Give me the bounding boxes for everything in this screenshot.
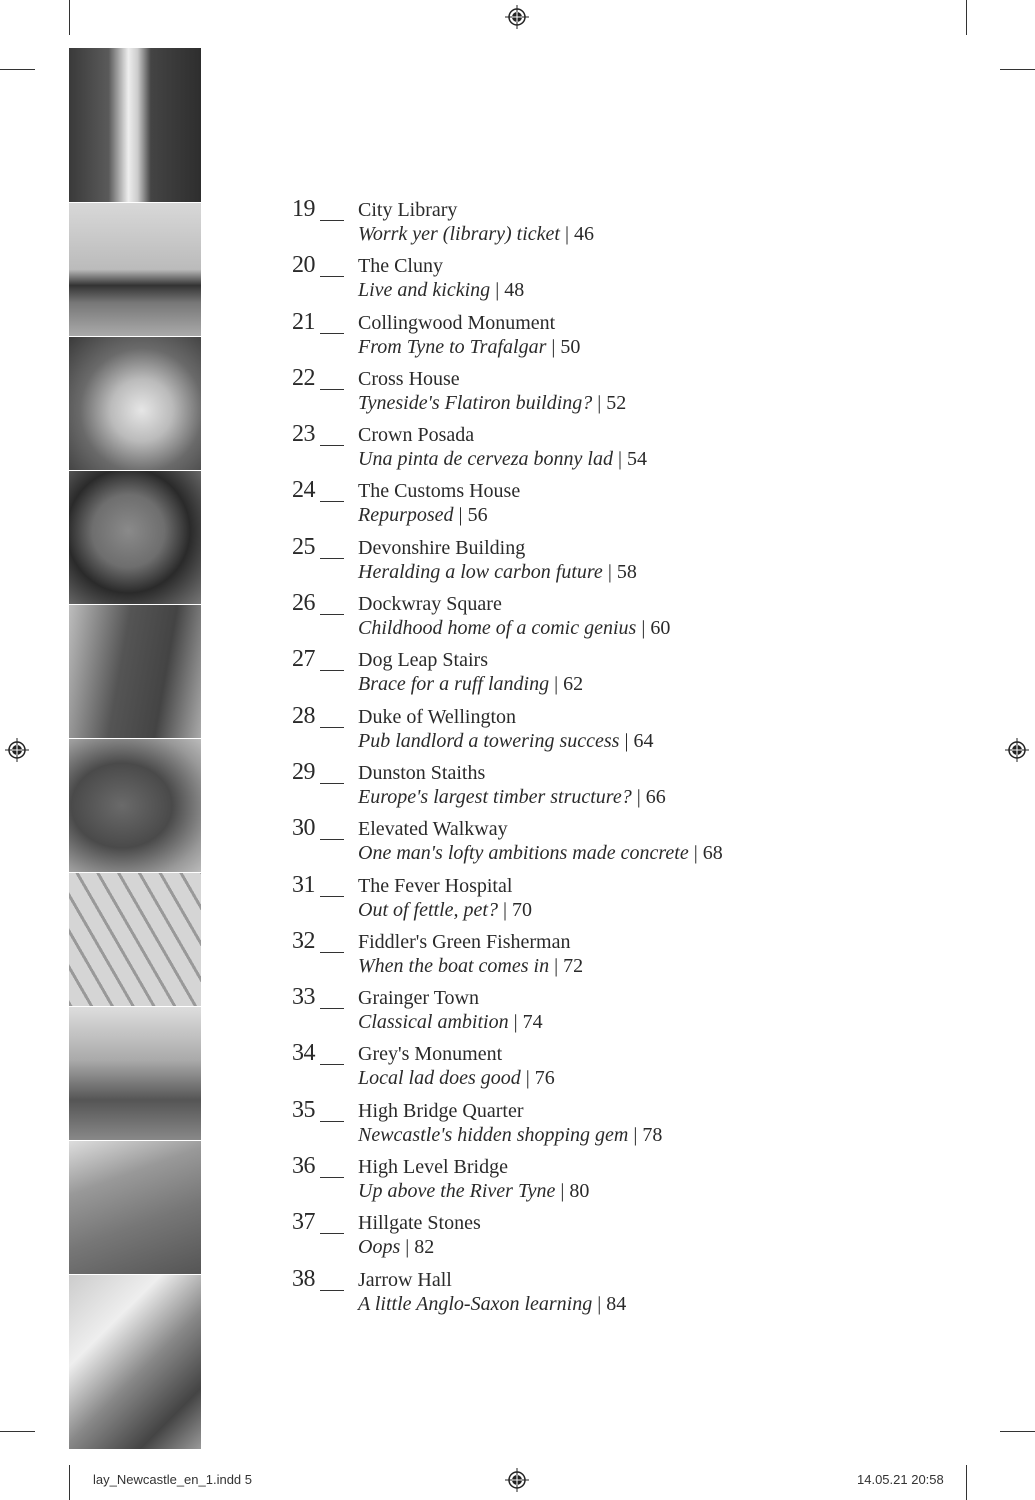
entry-subtitle: Classical ambition bbox=[358, 1011, 509, 1034]
entry-subtitle-line: Live and kicking | 48 bbox=[358, 279, 525, 302]
entry-number: 21 bbox=[292, 308, 315, 335]
entry-title: Grey's Monument bbox=[358, 1043, 503, 1066]
entry-subtitle-line: Repurposed | 56 bbox=[358, 504, 488, 527]
entry-title: The Fever Hospital bbox=[358, 874, 513, 897]
entry-title: Jarrow Hall bbox=[358, 1268, 452, 1291]
entry-subtitle: Childhood home of a comic genius bbox=[358, 617, 637, 640]
entry-subtitle: Local lad does good bbox=[358, 1067, 521, 1090]
entry-number: 32 bbox=[292, 927, 315, 954]
entry-title: The Cluny bbox=[358, 255, 443, 278]
entry-number: 25 bbox=[292, 533, 315, 560]
entry-subtitle: A little Anglo-Saxon learning bbox=[358, 1292, 593, 1315]
registration-mark-icon bbox=[505, 5, 529, 29]
leader-rule bbox=[320, 389, 344, 390]
crop-mark bbox=[69, 0, 70, 35]
entry-subtitle-line: Brace for a ruff landing | 62 bbox=[358, 673, 584, 696]
entry-subtitle: Heralding a low carbon future bbox=[358, 560, 603, 583]
entry-number: 28 bbox=[292, 702, 315, 729]
entry-subtitle-line: Classical ambition | 74 bbox=[358, 1011, 543, 1034]
leader-rule bbox=[320, 727, 344, 728]
entry-subtitle-line: Una pinta de cerveza bonny lad | 54 bbox=[358, 448, 647, 471]
entry-subtitle: From Tyne to Trafalgar bbox=[358, 335, 547, 358]
entry-subtitle: Una pinta de cerveza bonny lad bbox=[358, 448, 613, 471]
entry-number: 38 bbox=[292, 1265, 315, 1292]
entry-subtitle: Live and kicking bbox=[358, 279, 491, 302]
crop-mark bbox=[69, 1465, 70, 1500]
entry-subtitle-line: One man's lofty ambitions made concrete | 68 bbox=[358, 842, 723, 865]
entry-subtitle-line: Europe's largest timber structure? | 66 bbox=[358, 785, 666, 808]
entry-page: 52 bbox=[606, 391, 627, 414]
entry-subtitle: Newcastle's hidden shopping gem bbox=[358, 1123, 629, 1146]
entry-page: 50 bbox=[560, 335, 581, 358]
entry-page: 46 bbox=[574, 223, 594, 245]
photo-fisherman-statue bbox=[69, 1007, 201, 1141]
entry-subtitle-line: Up above the River Tyne | 80 bbox=[358, 1180, 590, 1203]
photo-georgian-building bbox=[69, 1141, 201, 1275]
entry-page: 82 bbox=[414, 1236, 435, 1259]
crop-mark bbox=[0, 69, 35, 70]
entry-page: 62 bbox=[563, 673, 584, 696]
entry-number: 24 bbox=[292, 477, 315, 504]
entry-subtitle: Europe's largest timber structure? bbox=[358, 785, 632, 808]
leader-rule bbox=[320, 276, 344, 277]
leader-rule bbox=[320, 558, 344, 559]
entry-subtitle: Repurposed bbox=[358, 504, 454, 527]
entry-page: 56 bbox=[467, 504, 488, 527]
registration-mark-icon bbox=[5, 738, 29, 762]
entry-subtitle-line: From Tyne to Trafalgar | 50 bbox=[358, 335, 581, 358]
entry-subtitle: Brace for a ruff landing bbox=[358, 673, 550, 696]
entry-page: 74 bbox=[522, 1011, 543, 1034]
entry-title: Devonshire Building bbox=[358, 536, 526, 559]
entry-page: 70 bbox=[512, 898, 532, 921]
entry-subtitle-line: Oops | 82 bbox=[358, 1236, 435, 1259]
entry-subtitle: Worrk yer (library) ticket bbox=[358, 223, 560, 245]
entry-number: 31 bbox=[292, 871, 315, 898]
crop-mark bbox=[966, 0, 967, 35]
entry-subtitle: Pub landlord a towering success bbox=[358, 729, 620, 752]
entry-number: 20 bbox=[292, 252, 315, 279]
entry-number: 33 bbox=[292, 984, 315, 1011]
leader-rule bbox=[320, 1177, 344, 1178]
crop-mark bbox=[966, 1465, 967, 1500]
registration-mark-icon bbox=[505, 1468, 529, 1492]
entry-title: Elevated Walkway bbox=[358, 818, 508, 841]
footer-filename: lay_Newcastle_en_1.indd 5 bbox=[93, 1472, 252, 1487]
leader-rule bbox=[320, 1233, 344, 1234]
entry-subtitle: Out of fettle, pet? bbox=[358, 898, 498, 921]
entry-page: 58 bbox=[616, 560, 637, 583]
entry-page: 76 bbox=[534, 1067, 555, 1090]
entry-subtitle: One man's lofty ambitions made concrete bbox=[358, 842, 689, 865]
photo-waterfall bbox=[69, 48, 201, 203]
leader-rule bbox=[320, 952, 344, 953]
entry-title: Dunston Staiths bbox=[358, 761, 486, 784]
entry-number: 37 bbox=[292, 1209, 315, 1236]
entry-number: 27 bbox=[292, 646, 315, 673]
photo-millennium-bridge bbox=[69, 203, 201, 337]
entry-page: 54 bbox=[626, 448, 647, 471]
entry-subtitle-line: Out of fettle, pet? | 70 bbox=[358, 898, 532, 921]
crop-mark bbox=[1000, 1431, 1035, 1432]
crop-mark bbox=[1000, 69, 1035, 70]
entry-page: 68 bbox=[702, 842, 723, 865]
entry-title: Fiddler's Green Fisherman bbox=[358, 930, 571, 953]
entry-number: 34 bbox=[292, 1040, 315, 1067]
leader-rule bbox=[320, 1290, 344, 1291]
entry-number: 35 bbox=[292, 1096, 315, 1123]
entry-subtitle-line: A little Anglo-Saxon learning | 84 bbox=[358, 1292, 627, 1315]
entry-page: 80 bbox=[569, 1180, 590, 1203]
entry-page: 48 bbox=[504, 279, 525, 302]
photo-gravestone bbox=[69, 471, 201, 605]
entry-title: Hillgate Stones bbox=[358, 1212, 481, 1235]
entry-page: 84 bbox=[606, 1292, 627, 1315]
photo-modern-building bbox=[69, 1275, 201, 1450]
entry-number: 23 bbox=[292, 421, 315, 448]
entry-subtitle-line: Local lad does good | 76 bbox=[358, 1067, 555, 1090]
photo-cow bbox=[69, 739, 201, 873]
entry-subtitle-line: Heralding a low carbon future | 58 bbox=[358, 560, 637, 583]
leader-rule bbox=[320, 333, 344, 334]
entry-title: Cross House bbox=[358, 367, 460, 390]
entry-page: 66 bbox=[645, 785, 666, 808]
footer-timestamp: 14.05.21 20:58 bbox=[857, 1472, 944, 1487]
photo-strip bbox=[69, 48, 201, 1450]
entry-page: 78 bbox=[642, 1123, 663, 1146]
entry-title: Crown Posada bbox=[358, 424, 475, 447]
entry-title: Collingwood Monument bbox=[358, 311, 556, 334]
entry-title: City Library bbox=[358, 199, 458, 221]
entry-subtitle: Up above the River Tyne bbox=[358, 1180, 556, 1203]
entry-title: Dog Leap Stairs bbox=[358, 649, 488, 672]
leader-rule bbox=[320, 839, 344, 840]
leader-rule bbox=[320, 1121, 344, 1122]
entry-subtitle-line: Worrk yer (library) ticket | 46 bbox=[358, 223, 594, 245]
entry-number: 22 bbox=[292, 364, 315, 391]
entry-title: High Level Bridge bbox=[358, 1156, 508, 1179]
registration-mark-icon bbox=[1005, 738, 1029, 762]
leader-rule bbox=[320, 501, 344, 502]
leader-rule bbox=[320, 1064, 344, 1065]
entry-subtitle-line: Newcastle's hidden shopping gem | 78 bbox=[358, 1123, 663, 1146]
leader-rule bbox=[320, 896, 344, 897]
entry-title: Duke of Wellington bbox=[358, 705, 516, 728]
entry-number: 29 bbox=[292, 758, 315, 785]
entry-title: The Customs House bbox=[358, 480, 521, 503]
leader-rule bbox=[320, 445, 344, 446]
entry-subtitle: Oops bbox=[358, 1236, 401, 1259]
entry-subtitle: When the boat comes in bbox=[358, 954, 550, 977]
leader-rule bbox=[320, 1008, 344, 1009]
entry-number: 19 bbox=[292, 196, 315, 222]
entry-number: 36 bbox=[292, 1153, 315, 1180]
entry-page: 64 bbox=[633, 729, 654, 752]
entry-subtitle-line: Tyneside's Flatiron building? | 52 bbox=[358, 391, 627, 414]
entry-subtitle-line: Childhood home of a comic genius | 60 bbox=[358, 617, 671, 640]
entry-number: 30 bbox=[292, 815, 315, 842]
photo-castle-keep bbox=[69, 605, 201, 739]
entry-number: 26 bbox=[292, 590, 315, 617]
entry-subtitle-line: Pub landlord a towering success | 64 bbox=[358, 729, 654, 752]
leader-rule bbox=[320, 783, 344, 784]
entry-title: High Bridge Quarter bbox=[358, 1099, 524, 1122]
leader-rule bbox=[320, 670, 344, 671]
leader-rule bbox=[320, 614, 344, 615]
photo-seated-statue bbox=[69, 337, 201, 471]
entry-title: Dockwray Square bbox=[358, 593, 502, 616]
entry-title: Grainger Town bbox=[358, 987, 479, 1010]
entry-subtitle-line: When the boat comes in | 72 bbox=[358, 954, 584, 977]
leader-rule bbox=[320, 220, 344, 221]
entry-subtitle: Tyneside's Flatiron building? bbox=[358, 391, 593, 414]
entry-page: 60 bbox=[650, 617, 671, 640]
photo-glass-roof bbox=[69, 873, 201, 1007]
entry-page: 72 bbox=[563, 954, 584, 977]
crop-mark bbox=[0, 1431, 35, 1432]
